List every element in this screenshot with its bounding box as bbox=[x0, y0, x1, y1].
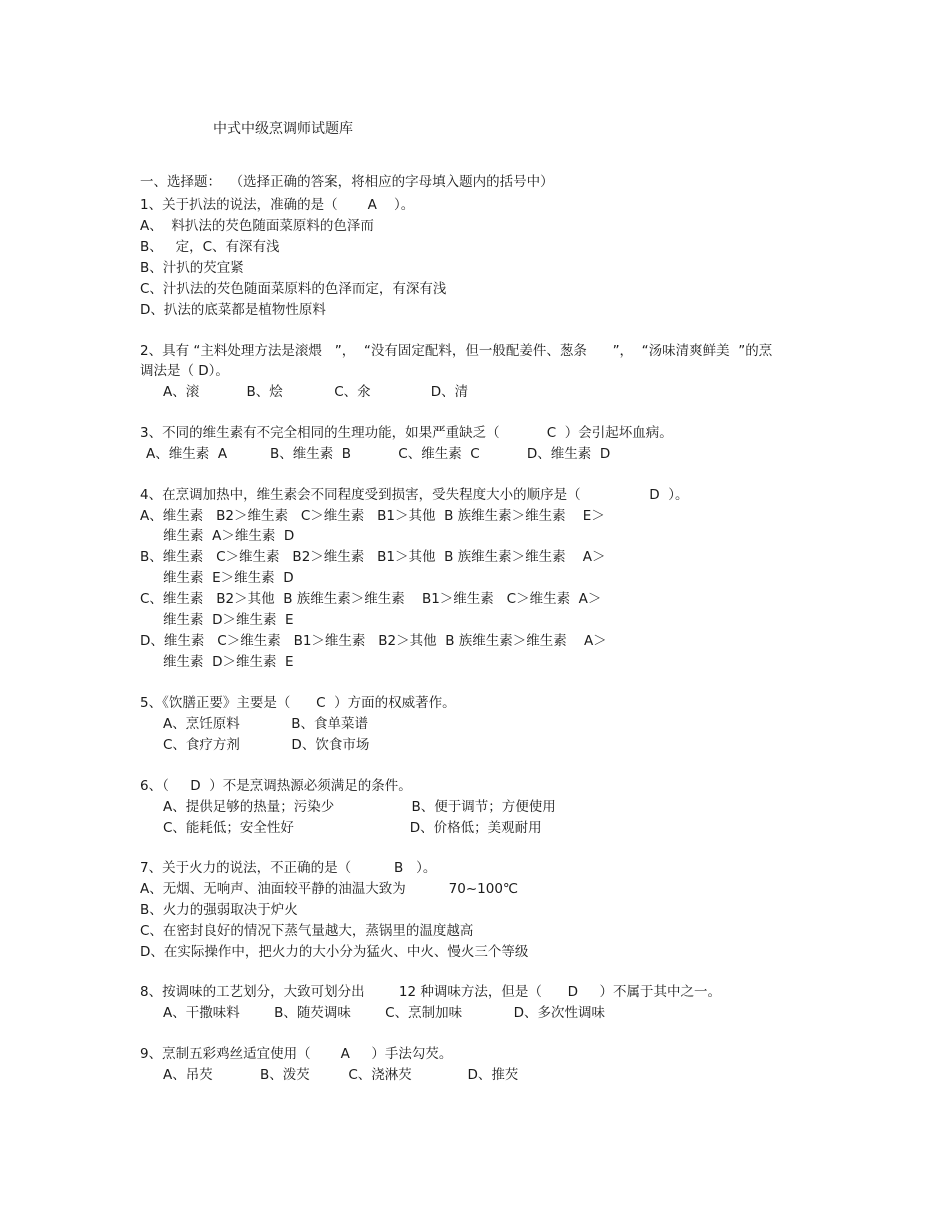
question-4-option-c-cont: 维生素 D＞维生素 E bbox=[163, 612, 294, 628]
question-6-stem: 6、（ D ）不是烹调热源必须满足的条件。 bbox=[140, 778, 412, 794]
section-heading: 一、选择题： （选择正确的答案，将相应的字母填入题内的括号中） bbox=[140, 174, 554, 190]
question-4-option-c: C、维生素 B2＞其他 B 族维生素＞维生素 B1＞维生素 C＞维生素 A＞ bbox=[140, 591, 602, 607]
question-4-option-a-cont: 维生素 A＞维生素 D bbox=[163, 528, 295, 544]
question-7-option-b: B、火力的强弱取决于炉火 bbox=[140, 902, 298, 918]
question-1-line: B、汁扒的芡宜紧 bbox=[140, 260, 244, 276]
question-2-options: A、滚 B、烩 C、氽 D、清 bbox=[163, 384, 469, 400]
question-5-options: A、烹饪原料 B、食单菜谱 bbox=[163, 716, 368, 732]
question-9-options: A、吊芡 B、泼芡 C、浇淋芡 D、推芡 bbox=[163, 1067, 519, 1083]
question-4-option-b-cont: 维生素 E＞维生素 D bbox=[163, 570, 294, 586]
question-5-options: C、食疗方剂 D、饮食市场 bbox=[163, 737, 370, 753]
question-2-stem-cont: 调法是（ D）。 bbox=[140, 363, 229, 379]
question-8-options: A、干撒味料 B、随芡调味 C、烹制加味 D、多次性调味 bbox=[163, 1005, 605, 1021]
question-4-option-d-cont: 维生素 D＞维生素 E bbox=[163, 654, 294, 670]
question-2-stem: 2、具有 “主料处理方法是滚煨 ”， “没有固定配料，但一般配姜件、葱条 ”， “汤味清爽鲜美 ”的烹 bbox=[140, 343, 773, 359]
question-9-stem: 9、烹制五彩鸡丝适宜使用（ A ）手法勾芡。 bbox=[140, 1046, 453, 1062]
question-4-stem: 4、在烹调加热中，维生素会不同程度受到损害，受失程度大小的顺序是（ D ）。 bbox=[140, 487, 689, 503]
question-7-option-d: D、在实际操作中，把火力的大小分为猛火、中火、慢火三个等级 bbox=[140, 944, 529, 960]
question-3-stem: 3、不同的维生素有不完全相同的生理功能，如果严重缺乏（ C ）会引起坏血病。 bbox=[140, 425, 673, 441]
question-1-stem: 1、关于扒法的说法，准确的是（ A ）。 bbox=[140, 197, 415, 213]
question-7-option-a: A、无烟、无响声、油面较平静的油温大致为 70~100℃ bbox=[140, 881, 519, 897]
question-1-line: C、汁扒法的芡色随面菜原料的色泽而定，有深有浅 bbox=[140, 281, 447, 297]
question-4-option-d: D、维生素 C＞维生素 B1＞维生素 B2＞其他 B 族维生素＞维生素 A＞ bbox=[140, 633, 607, 649]
question-5-stem: 5、《饮膳正要》主要是（ C ）方面的权威著作。 bbox=[140, 695, 456, 711]
question-4-option-b: B、维生素 C＞维生素 B2＞维生素 B1＞其他 B 族维生素＞维生素 A＞ bbox=[140, 549, 606, 565]
question-1-line: D、扒法的底菜都是植物性原料 bbox=[140, 302, 326, 318]
question-3-options: A、维生素 A B、维生素 B C、维生素 C D、维生素 D bbox=[146, 446, 611, 462]
question-7-stem: 7、关于火力的说法，不正确的是（ B ）。 bbox=[140, 860, 437, 876]
question-7-option-c: C、在密封良好的情况下蒸气量越大，蒸锅里的温度越高 bbox=[140, 923, 474, 939]
document-title: 中式中级烹调师试题库 bbox=[213, 121, 353, 137]
question-1-line: A、 料扒法的芡色随面菜原料的色泽而 bbox=[140, 218, 374, 234]
question-6-options: C、能耗低；安全性好 D、价格低；美观耐用 bbox=[163, 820, 542, 836]
question-4-option-a: A、维生素 B2＞维生素 C＞维生素 B1＞其他 B 族维生素＞维生素 E＞ bbox=[140, 508, 605, 524]
question-6-options: A、提供足够的热量；污染少 B、便于调节；方便使用 bbox=[163, 799, 556, 815]
question-1-line: B、 定，C、有深有浅 bbox=[140, 239, 280, 255]
question-8-stem: 8、按调味的工艺划分，大致可划分出 12 种调味方法，但是（ D ）不属于其中之一。 bbox=[140, 984, 721, 1000]
